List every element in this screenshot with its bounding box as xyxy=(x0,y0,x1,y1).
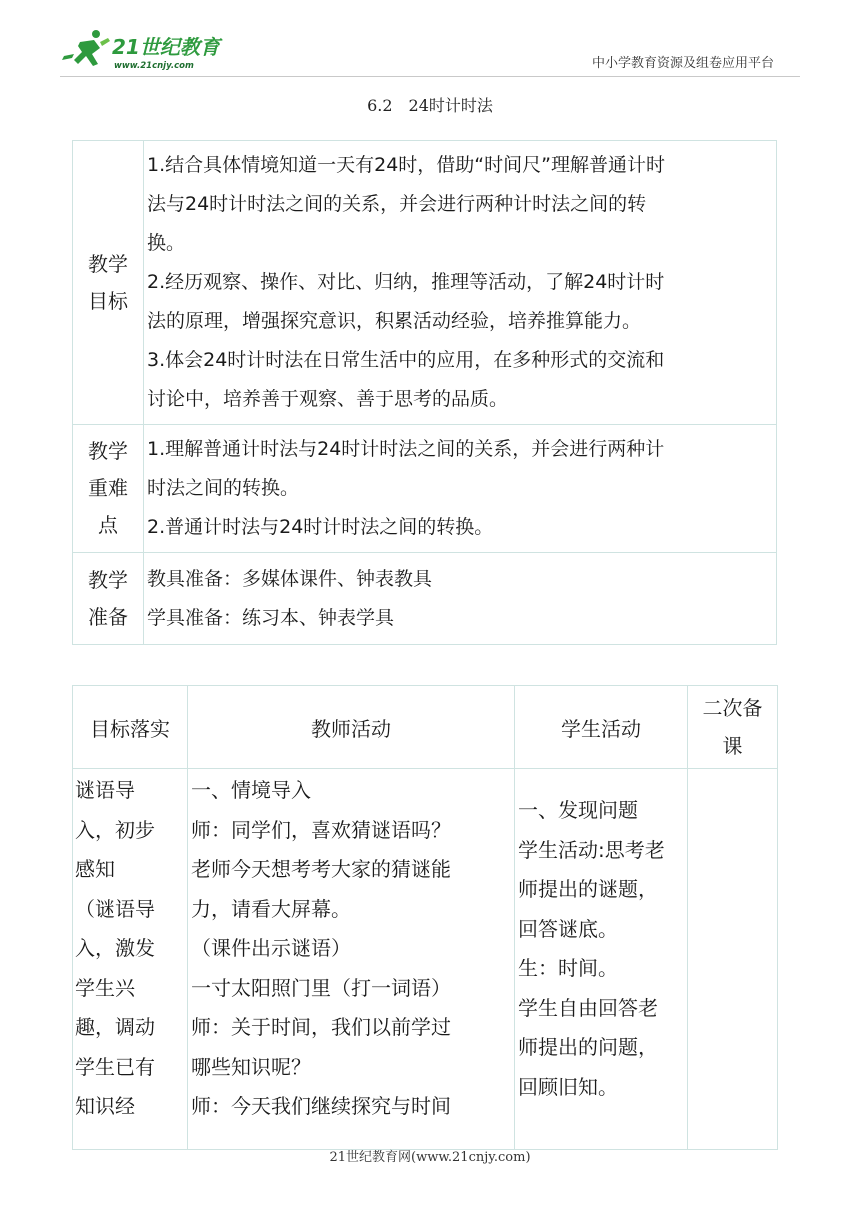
text-line: 师提出的谜题， xyxy=(518,877,658,901)
text-line: （课件出示谜语） xyxy=(191,936,351,960)
label-line: 教学 xyxy=(88,439,128,463)
label-line: 重难 xyxy=(88,476,128,500)
column-header-student: 学生活动 xyxy=(515,686,688,769)
text-line: 入，激发 xyxy=(75,936,155,960)
text-line: 教具准备：多媒体课件、钟表教具 xyxy=(147,567,433,590)
text-line: 回顾旧知。 xyxy=(518,1074,618,1099)
logo-url: www.21cnjy.com xyxy=(114,61,194,71)
text-line: 1.结合具体情境知道一天有24时，借助“时间尺”理解普通计时 xyxy=(147,154,665,176)
revision-cell xyxy=(688,769,778,1150)
lesson-info-table xyxy=(72,140,777,645)
text-line: 一、情境导入 xyxy=(191,778,311,802)
text-line: 一、发现问题 xyxy=(518,798,638,822)
label-line: 点 xyxy=(98,513,118,537)
text-line: 老师今天想考考大家的猜谜能 xyxy=(191,857,451,881)
label-line: 教学 xyxy=(88,567,128,592)
student-cell xyxy=(515,769,688,1150)
table-row xyxy=(73,141,777,425)
text-line: 3.体会24时计时法在日常生活中的应用，在多种形式的交流和 xyxy=(147,349,665,371)
text-line: 2.普通计时法与24时计时法之间的转换。 xyxy=(147,516,494,538)
text-line: 学生已有 xyxy=(75,1054,155,1079)
text-line: 师：关于时间，我们以前学过 xyxy=(191,1015,451,1039)
text-line: 生：时间。 xyxy=(518,956,618,980)
teacher-cell xyxy=(188,769,515,1150)
goal-cell xyxy=(73,769,188,1150)
runner-icon xyxy=(62,30,110,66)
text-line: 换。 xyxy=(147,232,186,254)
text-line: （谜语导 xyxy=(75,896,155,921)
text-line: 学生兴 xyxy=(75,975,135,1000)
text-line: 一寸太阳照门里（打一词语） xyxy=(191,975,451,1000)
platform-name: 中小学教育资源及组卷应用平台 xyxy=(591,56,774,71)
text-line: 法与24时计时法之间的关系，并会进行两种计时法之间的转 xyxy=(147,193,647,215)
text-line: 谜语导 xyxy=(75,778,135,802)
table-row xyxy=(73,769,778,1150)
text-line: 1.理解普通计时法与24时计时法之间的关系，并会进行两种计 xyxy=(147,438,665,460)
text-line: 学生自由回答老 xyxy=(518,995,658,1020)
activity-table xyxy=(72,685,778,1150)
text-line: 2.经历观察、操作、对比、归纳，推理等活动，了解24时计时 xyxy=(147,271,665,293)
text-line: 学生活动:思考老 xyxy=(518,837,665,862)
label-line: 目标 xyxy=(88,288,128,313)
text-line: 师提出的问题， xyxy=(518,1035,658,1059)
column-header-revision xyxy=(688,686,778,769)
page-footer: 21世纪教育网(www.21cnjy.com) xyxy=(329,1150,531,1165)
text-line: 入，初步 xyxy=(75,817,155,842)
text-line: 师：同学们，喜欢猜谜语吗？ xyxy=(191,817,451,842)
label-line: 教学 xyxy=(88,251,128,276)
table-header-row xyxy=(73,686,778,769)
header-line: 二次备 xyxy=(702,696,763,720)
row-label xyxy=(73,425,144,553)
text-line: 讨论中，培养善于观察、善于思考的品质。 xyxy=(147,388,509,410)
table-row xyxy=(73,553,777,645)
header-line: 课 xyxy=(722,734,743,758)
row-label xyxy=(73,553,144,645)
label-line: 准备 xyxy=(88,604,128,629)
table-row xyxy=(73,425,777,553)
column-header-goal: 目标落实 xyxy=(73,686,188,769)
text-line: 时法之间的转换。 xyxy=(147,477,300,499)
text-line: 知识经 xyxy=(75,1094,135,1118)
text-line: 法的原理，增强探究意识，积累活动经验，培养推算能力。 xyxy=(147,310,642,332)
row-content xyxy=(144,425,777,553)
text-line: 师：今天我们继续探究与时间 xyxy=(191,1094,451,1118)
site-logo xyxy=(60,24,230,76)
page-title: 6.2 24时计时法 xyxy=(367,96,493,115)
text-line: 回答谜底。 xyxy=(518,916,618,941)
row-content xyxy=(144,141,777,425)
text-line: 感知 xyxy=(75,857,115,881)
text-line: 哪些知识呢？ xyxy=(191,1054,311,1079)
text-line: 力，请看大屏幕。 xyxy=(191,896,351,921)
row-content xyxy=(144,553,777,645)
text-line: 学具准备：练习本、钟表学具 xyxy=(147,606,395,629)
column-header-teacher: 教师活动 xyxy=(188,686,515,769)
header-divider xyxy=(60,76,800,77)
logo-text: 21世纪教育 xyxy=(112,35,220,59)
row-label xyxy=(73,141,144,425)
text-line: 趣，调动 xyxy=(75,1015,155,1039)
